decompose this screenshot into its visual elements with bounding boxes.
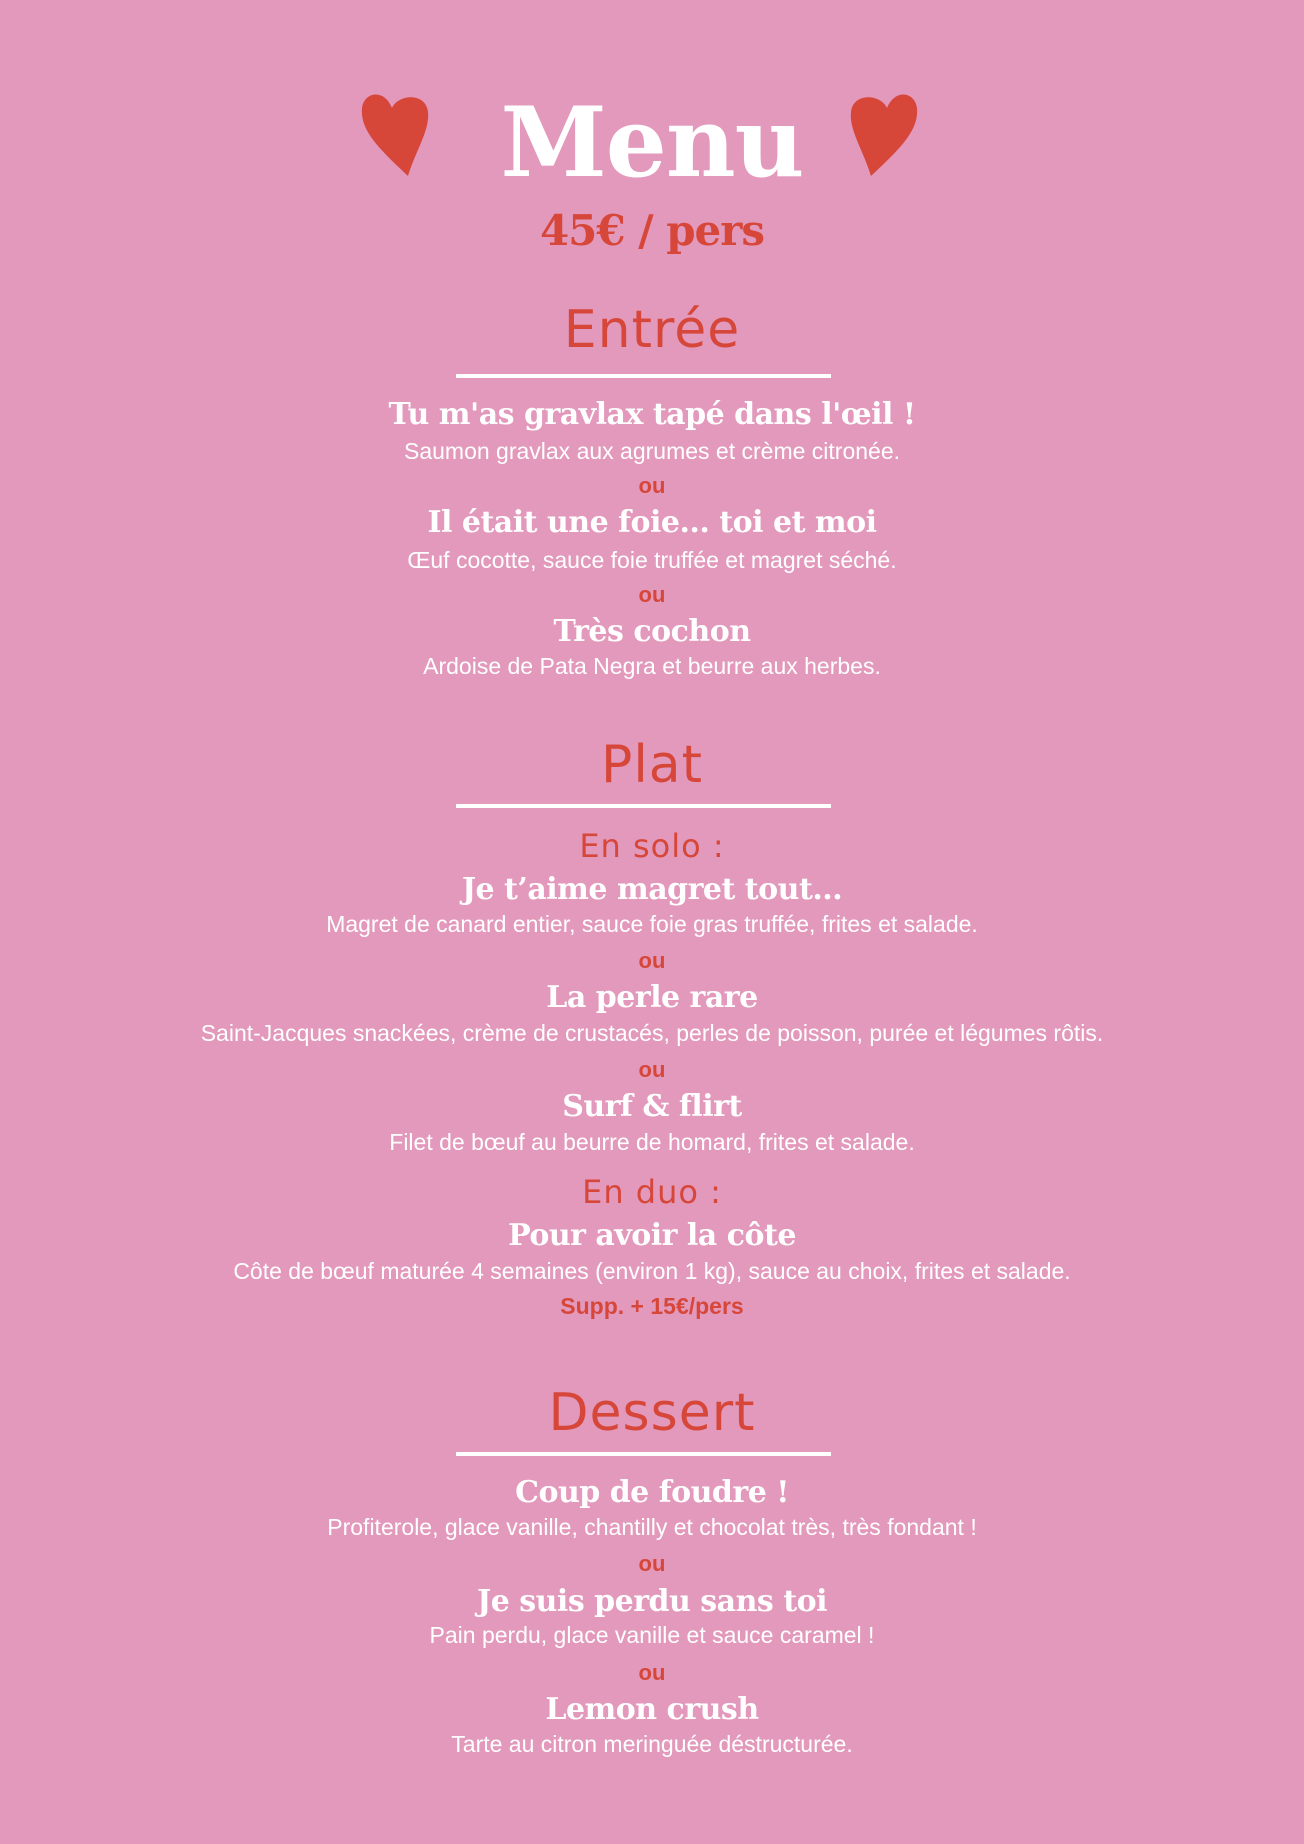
supplement-price: Supp. + 15€/pers: [560, 1293, 744, 1319]
dish-description: Pain perdu, glace vanille et sauce caramel !: [429, 1622, 875, 1648]
page-title: Menu: [500, 86, 804, 199]
subsection-duo: En duo :: [582, 1173, 722, 1211]
dish-description: Magret de canard entier, sauce foie gras truffée, frites et salade.: [326, 911, 978, 937]
dish-description: Tarte au citron meringuée déstructurée.: [451, 1731, 853, 1757]
dish-name: Je t’aime magret tout...: [461, 872, 843, 907]
dish-description: Côte de bœuf maturée 4 semaines (environ 1 kg), sauce au choix, frites et salade.: [233, 1258, 1071, 1284]
dish-description: Saumon gravlax aux agrumes et crème citronée.: [403, 438, 901, 464]
or-separator: ou: [638, 473, 666, 498]
dish-description: Saint-Jacques snackées, crème de crustacés, perles de poisson, purée et légumes rôtis.: [200, 1020, 1104, 1046]
section-title-plat: Plat: [600, 735, 704, 795]
or-separator: ou: [638, 1660, 666, 1685]
dish-description: Œuf cocotte, sauce foie truffée et magret séché.: [407, 547, 897, 573]
section-title-entree: Entrée: [563, 300, 741, 360]
dish-name: Pour avoir la côte: [508, 1218, 796, 1253]
dish-name: Lemon crush: [545, 1692, 759, 1727]
price-per-person: 45€ / pers: [539, 206, 765, 255]
dish-name: Il était une foie... toi et moi: [427, 505, 877, 540]
dish-name: Je suis perdu sans toi: [477, 1584, 827, 1619]
or-separator: ou: [638, 582, 666, 607]
dish-name: Très cochon: [553, 614, 751, 649]
section-divider: [456, 804, 831, 808]
subsection-solo: En solo :: [579, 827, 725, 865]
dish-name: Surf & flirt: [562, 1089, 742, 1124]
or-separator: ou: [638, 1551, 666, 1576]
section-title-dessert: Dessert: [548, 1383, 756, 1443]
dish-name: La perle rare: [546, 980, 758, 1015]
dish-description: Ardoise de Pata Negra et beurre aux herbes.: [423, 653, 881, 679]
section-divider: [456, 374, 831, 378]
dish-description: Filet de bœuf au beurre de homard, frites et salade.: [389, 1129, 915, 1155]
dish-name: Tu m'as gravlax tapé dans l'œil !: [388, 397, 916, 432]
section-divider: [456, 1452, 831, 1456]
or-separator: ou: [638, 948, 666, 973]
or-separator: ou: [638, 1057, 666, 1082]
dish-description: Profiterole, glace vanille, chantilly et chocolat très, très fondant !: [327, 1514, 977, 1540]
dish-name: Coup de foudre !: [515, 1475, 789, 1510]
